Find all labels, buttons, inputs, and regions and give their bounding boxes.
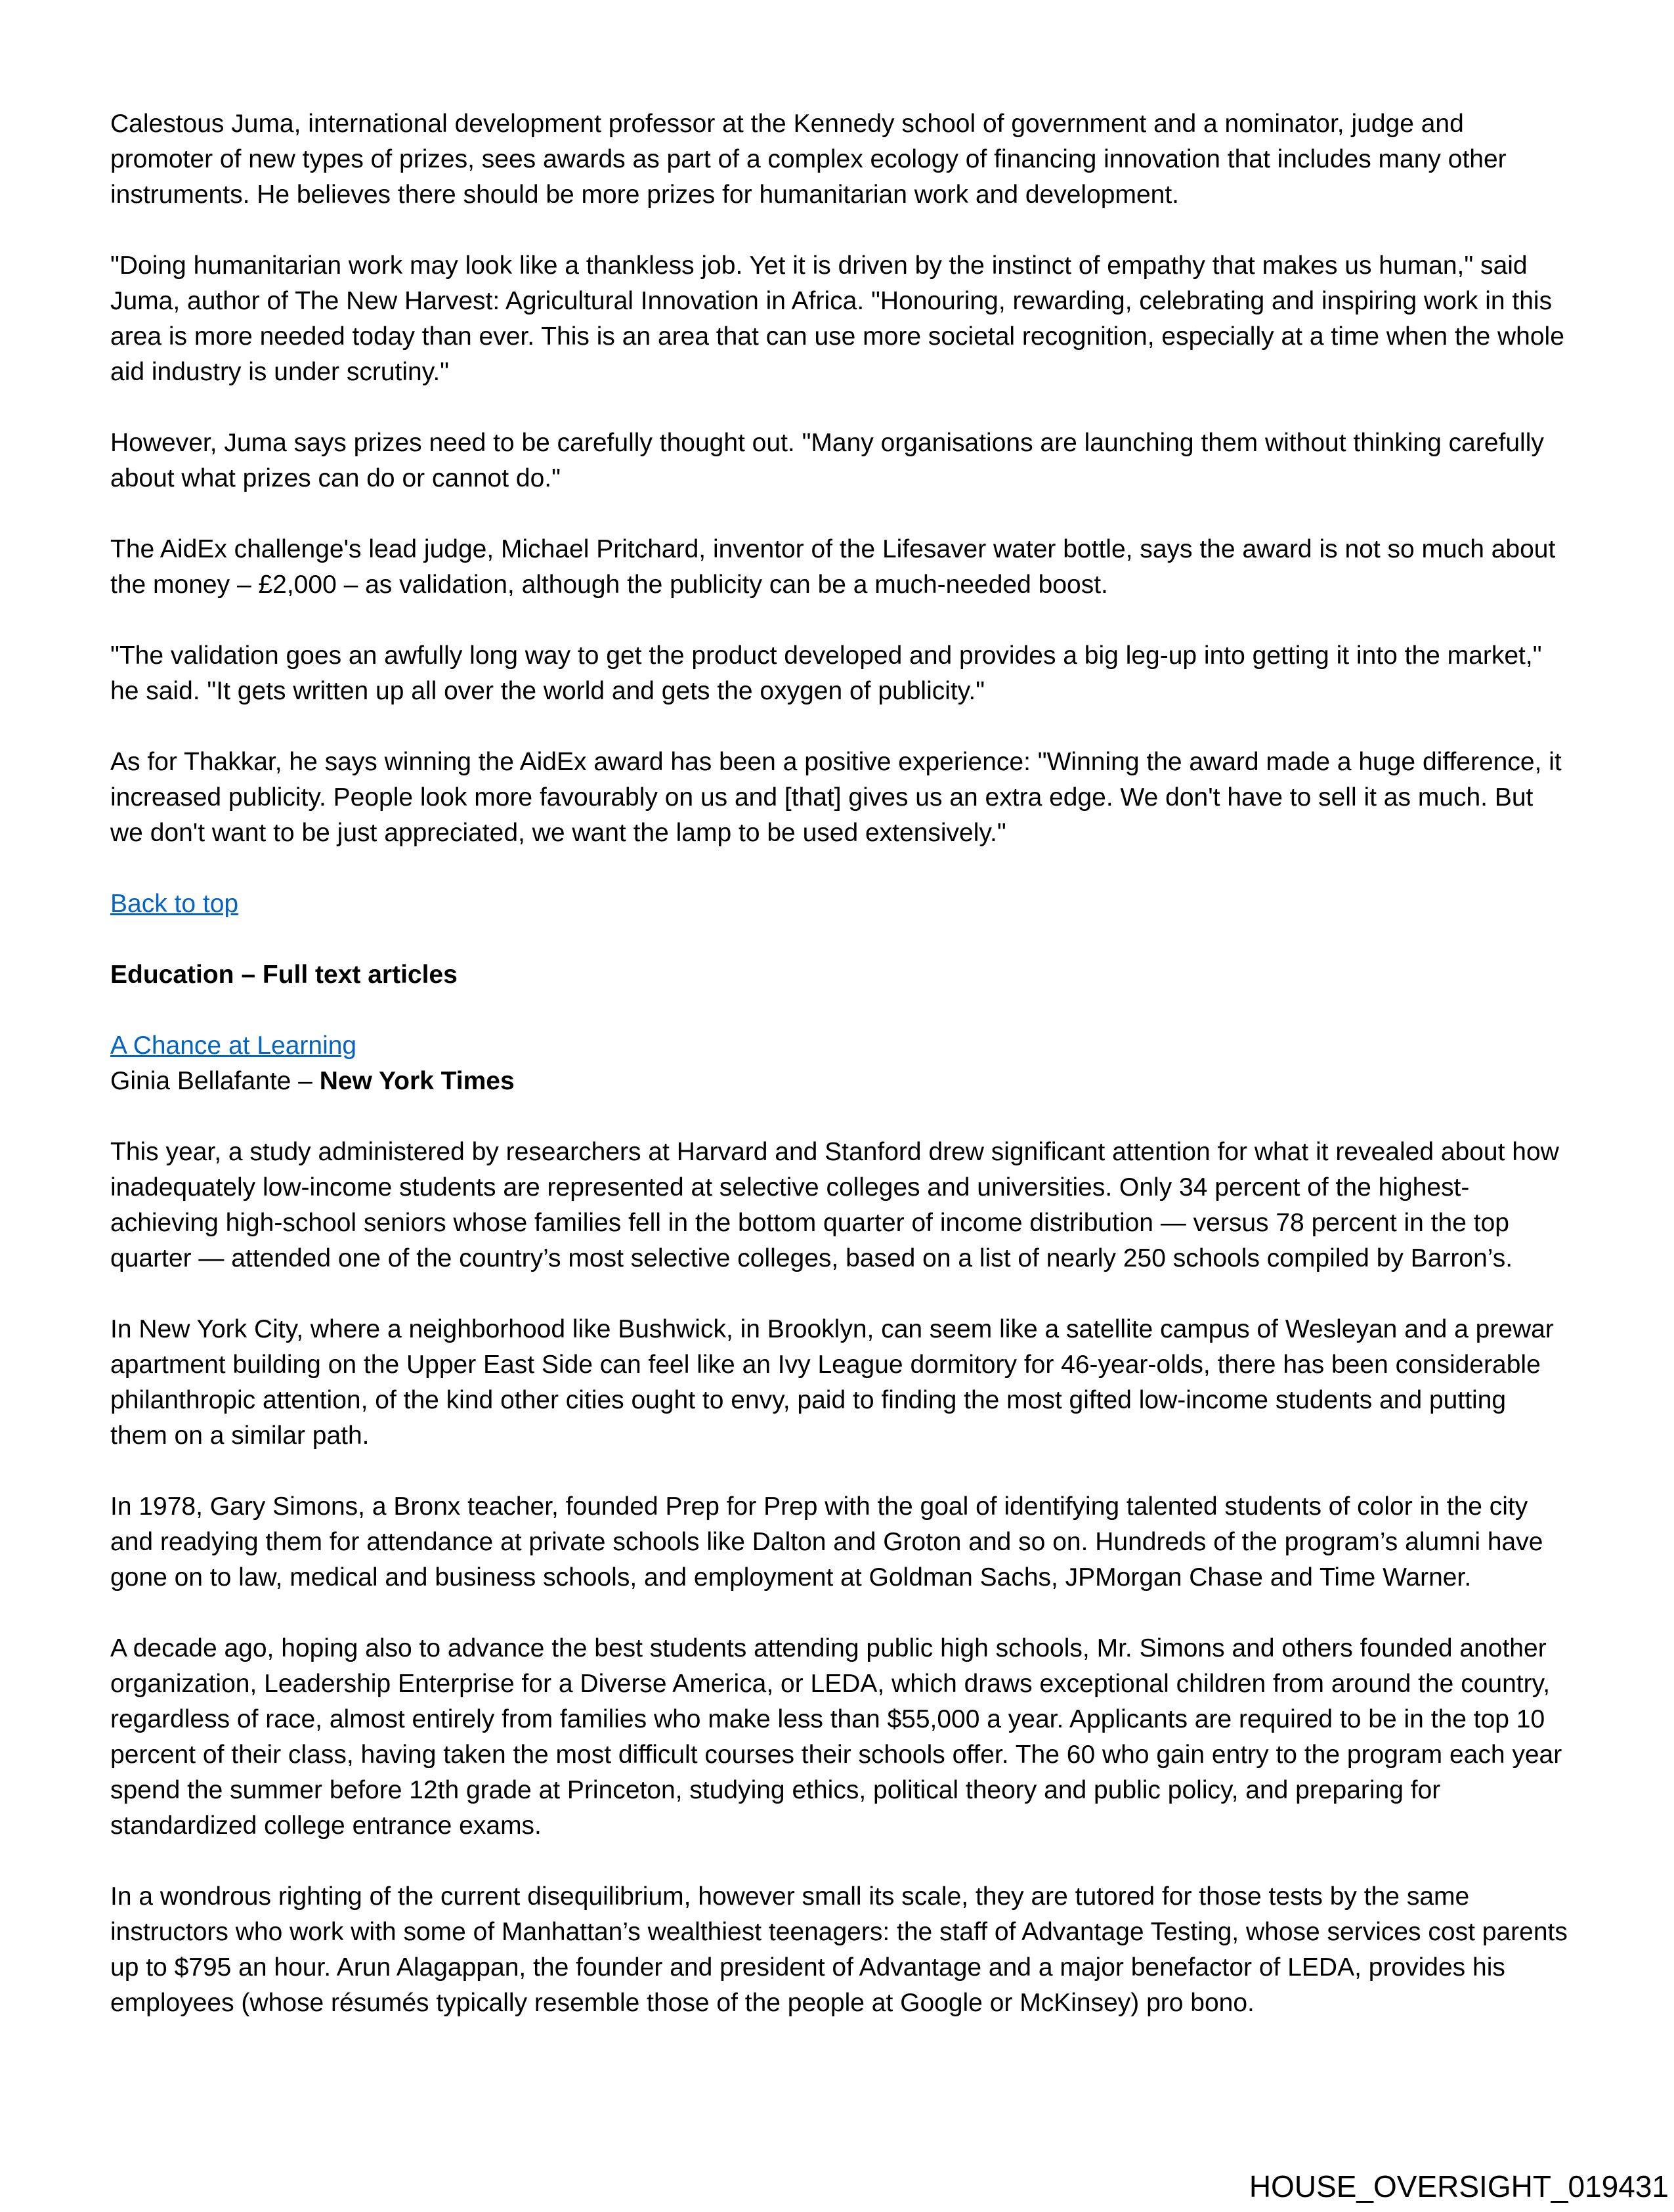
bates-number: HOUSE_OVERSIGHT_019431: [1249, 2169, 1669, 2203]
paragraph: "Doing humanitarian work may look like a thankless job. Yet it is driven by the instinct of empathy that makes us human," said Juma, author of The New Harvest: Agricultural Innovation in Africa. "Honouring, rewarding, celebrating and inspiring work in this area is more needed today than ever. This is an area that can use more societal recognition, especially at a time when the whole aid industry is under scrutiny.": [110, 251, 1564, 386]
article-header: [110, 1028, 1568, 1099]
paragraph: This year, a study administered by researchers at Harvard and Stanford drew significant attention for what it revealed about how inadequately low-income students are represented at selective colleges and universities. Only 34 percent of the highest-achieving high-school seniors whose families fell in the bottom quarter of income distribution — versus 78 percent in the top quarter — attended one of the country’s most selective colleges, based on a list of nearly 250 schools compiled by Barron’s.: [110, 1138, 1559, 1272]
paragraph: Calestous Juma, international development professor at the Kennedy school of government and a nominator, judge and promoter of new types of prizes, sees awards as part of a complex ecology of financing innovation that includes many other instruments. He believes there should be more prizes for humanitarian work and development.: [110, 110, 1507, 209]
paragraph: In a wondrous righting of the current disequilibrium, however small its scale, they are tutored for those tests by the same instructors who work with some of Manhattan’s wealthiest teenagers: the staff of Advantage Testing, whose services cost parents up to $795 an hour. Arun Alagappan, the founder and president of Advantage and a major benefactor of LEDA, provides his employees (whose résumés typically resemble those of the people at Google or McKinsey) pro bono.: [110, 1882, 1568, 2017]
paragraph: "The validation goes an awfully long way to get the product developed and provides a big leg-up into getting it into the market," he said. "It gets written up all over the world and gets the oxygen of publicity.": [110, 641, 1542, 705]
section-heading: Education – Full text articles: [110, 961, 458, 989]
paragraph: As for Thakkar, he says winning the AidEx award has been a positive experience: "Winning the award made a huge difference, it increased publicity. People look more favourably on us and [that] gives us an extra edge. We don't have to sell it as much. But we don't want to be just appreciated, we want the lamp to be used extensively.": [110, 748, 1562, 847]
article-byline: [110, 1064, 1568, 1099]
paragraph: The AidEx challenge's lead judge, Michael Pritchard, inventor of the Lifesaver water bottle, says the award is not so much about the money – £2,000 – as validation, although the publicity can be a much-needed boost.: [110, 535, 1556, 599]
back-to-top-row: [110, 886, 1568, 922]
document-body: [110, 106, 1568, 2021]
paragraph: However, Juma says prizes need to be carefully thought out. "Many organisations are launching them without thinking carefully about what prizes can do or cannot do.": [110, 429, 1544, 492]
paragraph: A decade ago, hoping also to advance the best students attending public high schools, Mr. Simons and others founded another organization, Leadership Enterprise for a Diverse America, or LEDA, which draws exceptional children from around the country, regardless of race, almost entirely from families who make less than $55,000 a year. Applicants are required to be in the top 10 percent of their class, having taken the most difficult courses their schools offer. The 60 who gain entry to the program each year spend the summer before 12th grade at Princeton, studying ethics, political theory and public policy, and preparing for standardized college entrance exams.: [110, 1634, 1562, 1840]
article-title-row: [110, 1028, 1568, 1064]
byline-author: Ginia Bellafante –: [110, 1067, 320, 1095]
back-to-top-link[interactable]: Back to top: [110, 890, 239, 918]
article-title-link[interactable]: A Chance at Learning: [110, 1031, 357, 1060]
paragraph: In 1978, Gary Simons, a Bronx teacher, founded Prep for Prep with the goal of identifying talented students of color in the city and readying them for attendance at private schools like Dalton and Groton and so on. Hundreds of the program’s alumni have gone on to law, medical and business schools, and employment at Goldman Sachs, JPMorgan Chase and Time Warner.: [110, 1492, 1543, 1592]
byline-source: New York Times: [319, 1067, 515, 1095]
paragraph: In New York City, where a neighborhood like Bushwick, in Brooklyn, can seem like a satellite campus of Wesleyan and a prewar apartment building on the Upper East Side can feel like an Ivy League dormitory for 46-year-olds, there has been considerable philanthropic attention, of the kind other cities ought to envy, paid to finding the most gifted low-income students and putting them on a similar path.: [110, 1315, 1554, 1450]
